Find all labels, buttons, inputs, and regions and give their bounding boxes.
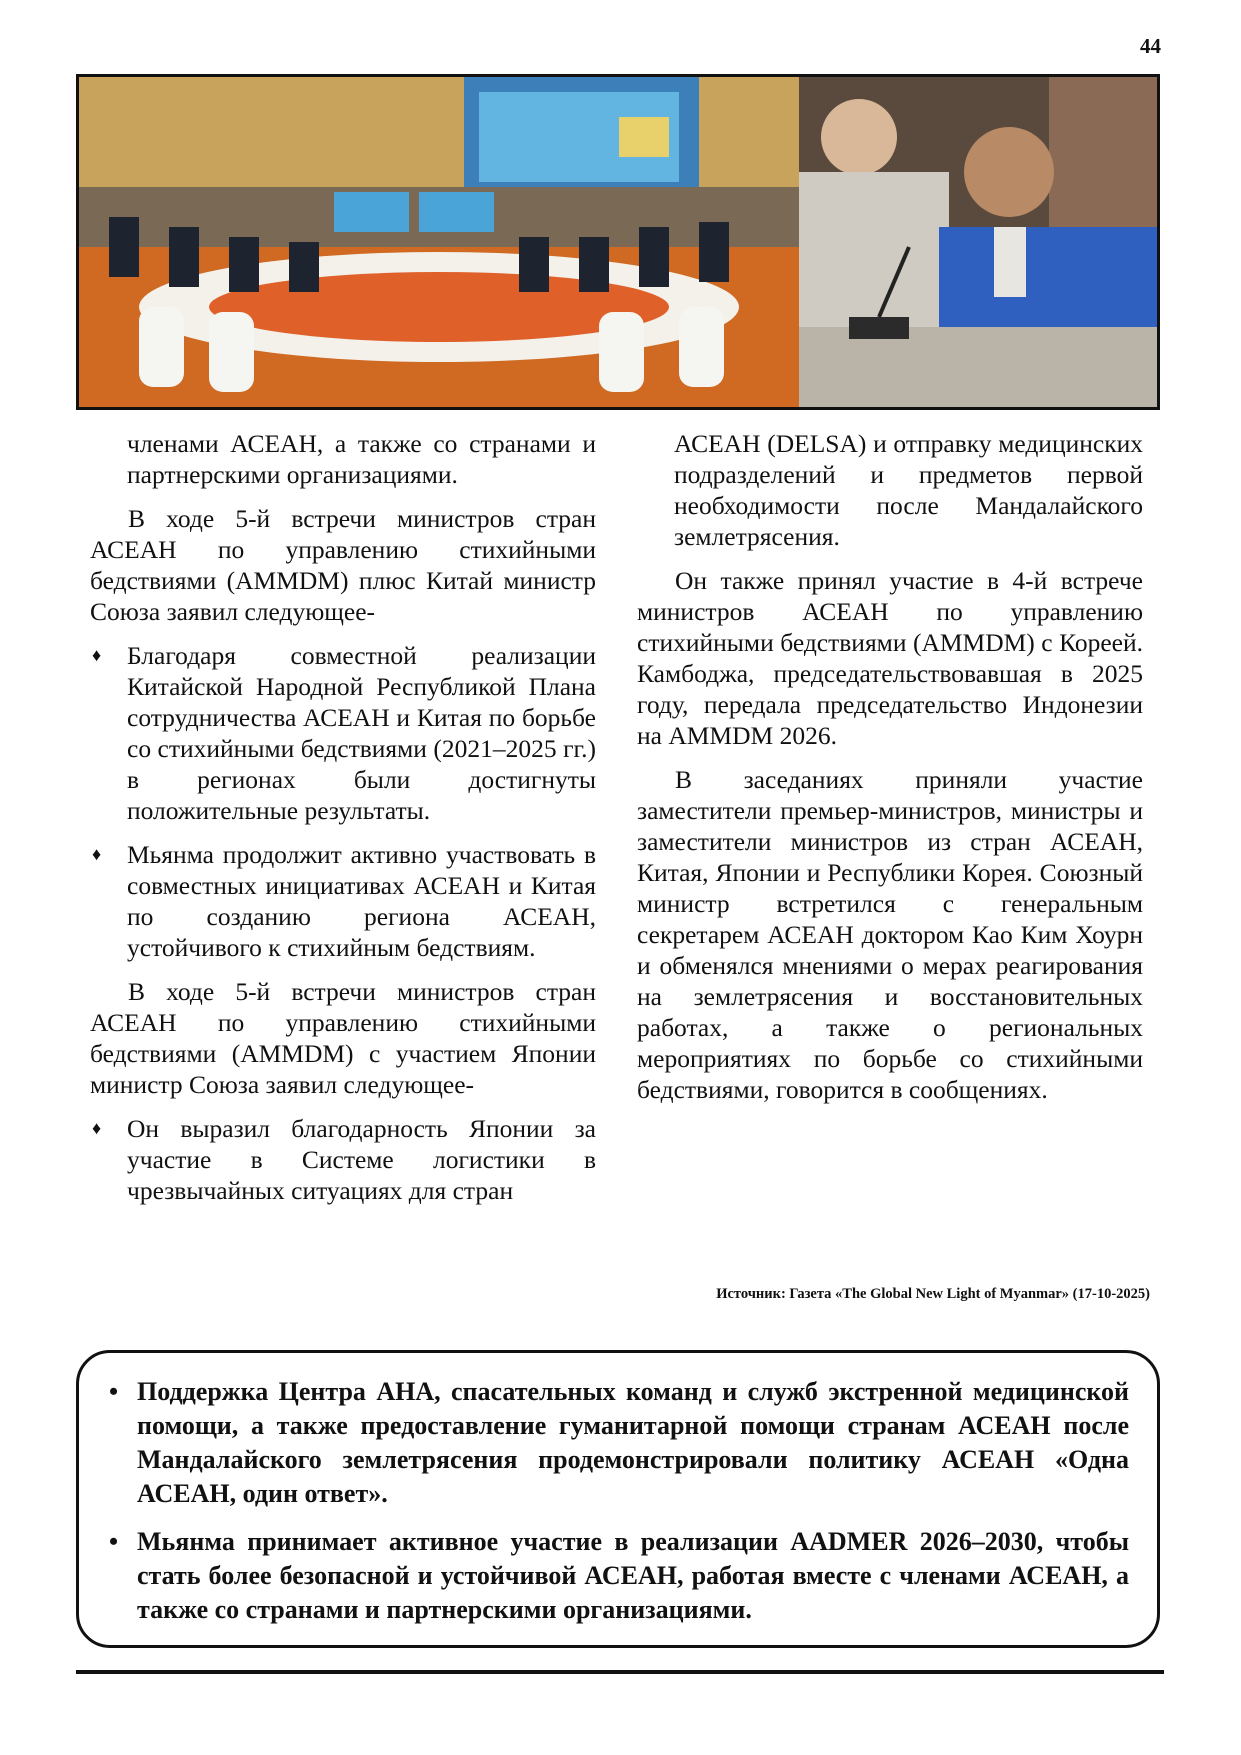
- diamond-bullet-icon: ♦: [92, 645, 102, 665]
- list-item: ♦ Он выразил благодарность Японии за участие в Системе логистики в чрезвычайных ситуациях для стран: [92, 1114, 596, 1205]
- paragraph-ammdm-korea: Он также принял участие в 4-й встрече министров АСЕАН по управлению стихийными бедствиями (AMMDM) с Кореей. Камбоджа, председательствовавшая в 2025 году, передала председательство Индонезии на AMMDM 2026.: [637, 566, 1143, 750]
- left-column: [90, 428, 596, 1219]
- bullet-icon: •: [109, 1377, 119, 1406]
- list-item: ♦ Благодаря совместной реализации Китайской Народной Республикой Плана сотрудничества АСЕАН и Китая по борьбе со стихийными бедствиями (2021–2025 гг.) в регионах были достигнуты положительные результаты.: [92, 641, 596, 825]
- bullet-icon: •: [109, 1527, 119, 1556]
- paragraph-ammdm-japan: В ходе 5-й встречи министров стран АСЕАН по управлению стихийными бедствиями (AMMDM) с участием Японии министр Союза заявил следующее-: [90, 977, 596, 1099]
- summary-box: [76, 1350, 1160, 1648]
- summary-item: • Мьянма принимает активное участие в реализации AADMER 2026–2030, чтобы стать более безопасной и устойчивой АСЕАН, работая вместе с членами АСЕАН, а также со странами и партнерскими организациями.: [109, 1527, 1129, 1624]
- continued-paragraph: членами АСЕАН, а также со странами и партнерскими организациями.: [127, 429, 596, 489]
- diamond-bullet-icon: ♦: [92, 844, 102, 864]
- summary-item: • Поддержка Центра АНА, спасательных команд и служб экстренной медицинской помощи, а также предоставление гуманитарной помощи странам АСЕАН после Мандалайского землетрясения продемонстрировали политику АСЕАН «Одна АСЕАН, один ответ».: [109, 1377, 1129, 1508]
- bottom-rule: [76, 1670, 1164, 1674]
- photo-strip: [76, 74, 1160, 410]
- page-number: 44: [1140, 34, 1161, 58]
- summary-list: [105, 1375, 1129, 1627]
- conference-hall-photo: [79, 77, 799, 407]
- paragraph-ammdm-china: В ходе 5-й встречи министров стран АСЕАН по управлению стихийными бедствиями (AMMDM) плюс Китай министр Союза заявил следующее-: [90, 504, 596, 626]
- list-item: ♦ Мьянма продолжит активно участвовать в совместных инициативах АСЕАН и Китая по созданию региона АСЕАН, устойчивого к стихийным бедствиям.: [92, 840, 596, 962]
- paragraph-meetings: В заседаниях приняли участие заместители премьер-министров, министры и заместители министров из стран АСЕАН, Китая, Японии и Республики Корея. Союзный министр встретился с генеральным секретарем АСЕАН доктором Као Ким Хоурн и обменялся мнениями о мерах реагирования на землетрясения и восстановительных работах, а также о региональных мероприятиях по борьбе со стихийными бедствиями, говорится в сообщениях.: [637, 765, 1143, 1104]
- right-column: [637, 428, 1143, 1118]
- source-caption: Источник: Газета «The Global New Light of Myanmar» (17-10-2025): [716, 1286, 1150, 1302]
- continued-paragraph: АСЕАН (DELSA) и отправку медицинских подразделений и предметов первой необходимости после Мандалайского землетрясения.: [674, 429, 1143, 551]
- bullet-list-japan: [90, 1113, 596, 1206]
- diamond-bullet-icon: ♦: [92, 1118, 102, 1138]
- minister-speaking-photo: [799, 77, 1157, 407]
- bullet-list-china: [90, 640, 596, 963]
